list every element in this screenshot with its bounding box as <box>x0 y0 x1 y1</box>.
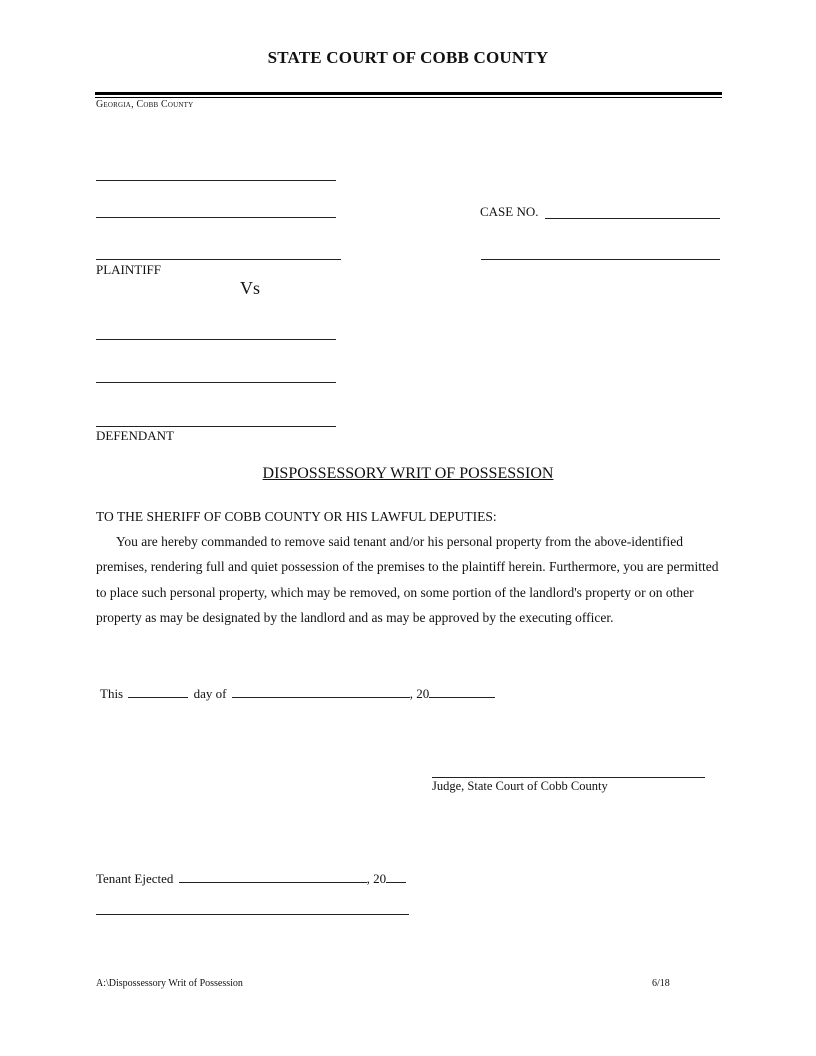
header-rule-thick <box>95 92 722 95</box>
header-rule-thin <box>95 97 722 98</box>
footer-revision: 6/18 <box>652 978 670 989</box>
case-no-line[interactable] <box>545 218 720 219</box>
defendant-line-3[interactable] <box>96 426 336 427</box>
ejected-date-blank[interactable] <box>179 882 367 883</box>
defendant-label: DEFENDANT <box>96 428 174 443</box>
year-prefix: , 20 <box>409 686 430 701</box>
plaintiff-label: PLAINTIFF <box>96 262 162 277</box>
ejected-year-prefix: , 20 <box>366 871 387 886</box>
month-blank[interactable] <box>232 697 410 698</box>
judge-label: Judge, State Court of Cobb County <box>432 779 608 793</box>
case-no-line-2[interactable] <box>481 259 720 260</box>
county-label: Georgia, Cobb County <box>96 99 194 110</box>
officer-signature-line[interactable] <box>96 914 409 915</box>
plaintiff-line-3[interactable] <box>96 259 341 260</box>
this-label: This <box>100 686 124 701</box>
tenant-ejected-line <box>96 871 406 887</box>
case-no-label: CASE NO. <box>480 204 539 219</box>
day-of-label: day of <box>193 686 227 701</box>
tenant-ejected-label: Tenant Ejected <box>96 871 174 886</box>
defendant-line-2[interactable] <box>96 382 336 383</box>
defendant-line-1[interactable] <box>96 339 336 340</box>
writ-paragraph: You are hereby commanded to remove said tenant and/or his personal property from the above-identified premises, rendering full and quiet possession of the premises to the plaintiff herein. Furthermore, you are permitted to place such personal property, which may be removed, on some portion of the landlord's property or on other property as may be designated by the landlord and as may be approved by the executing officer. <box>96 534 719 625</box>
year-blank[interactable] <box>429 697 495 698</box>
writ-body <box>96 504 728 630</box>
judge-signature-line[interactable] <box>432 777 705 778</box>
footer-path: A:\Dispossessory Writ of Possession <box>96 978 243 989</box>
versus-label: Vs <box>240 278 261 298</box>
day-blank[interactable] <box>128 697 188 698</box>
plaintiff-line-1[interactable] <box>96 180 336 181</box>
date-line <box>100 686 495 702</box>
plaintiff-line-2[interactable] <box>96 217 336 218</box>
writ-salutation: TO THE SHERIFF OF COBB COUNTY OR HIS LAWFUL DEPUTIES: <box>96 509 497 524</box>
ejected-year-blank[interactable] <box>386 882 406 883</box>
writ-heading: DISPOSSESSORY WRIT OF POSSESSION <box>262 465 554 482</box>
court-title: STATE COURT OF COBB COUNTY <box>267 48 549 67</box>
